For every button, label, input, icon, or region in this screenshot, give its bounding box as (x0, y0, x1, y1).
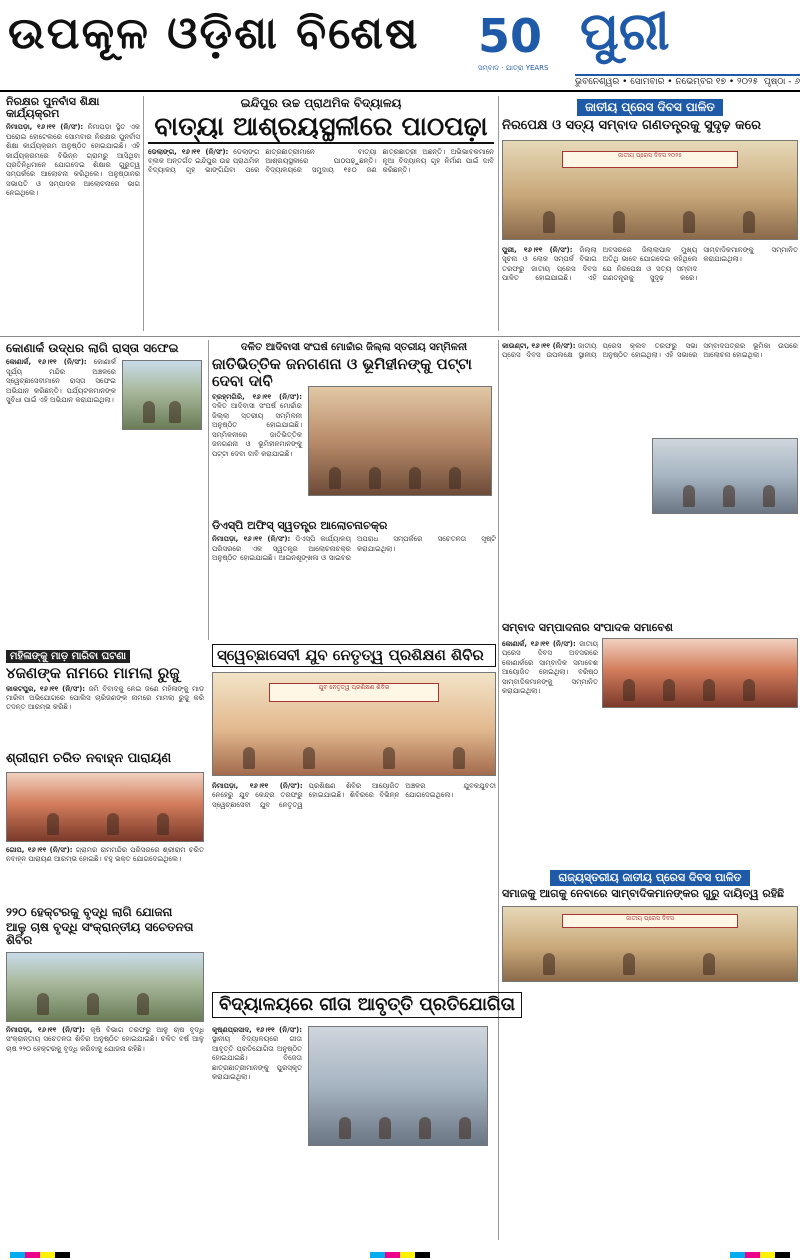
person-figure (663, 679, 675, 701)
edition-city: ପୁରୀ (580, 2, 670, 62)
person-figure (459, 1117, 471, 1139)
story-subhead: ଆଳୁ ଚାଷ ବୃଦ୍ଧି ସଂକ୍ରାନ୍ତୀୟ ସଚେତନତା ଶିବିର (6, 920, 194, 948)
story-body (502, 246, 798, 284)
story-dateline: ନିମାପଡ଼ା, ୧୬।୧୧ (ନି/ସଂ): (212, 535, 291, 544)
story-body (502, 640, 598, 697)
students-photo (308, 1026, 488, 1146)
story-potato-farming (6, 906, 204, 1056)
person-figure (107, 813, 119, 835)
story-ram-charit (6, 752, 204, 902)
person-figure (37, 993, 49, 1015)
person-figure (683, 211, 695, 233)
person-figure (623, 679, 635, 701)
registration-marks (730, 1252, 790, 1258)
story-text: ଜମି ବିବାଦକୁ ନେଇ ଜଣେ ମହିଳାଙ୍କୁ ମାଡ଼ ମାରିବା ଅଭିଯୋଗରେ ପୋଲିସ ଚାରିଜଣଙ୍କ ନାମରେ ମାମଲା ରୁଜୁ କରି ତଦନ୍ତ ଆରମ୍ଭ କରିଛି। (6, 684, 204, 712)
story-text: ଡେଲାଙ୍ଗ ବ୍ଲକ ଅନ୍ତର୍ଗତ ଇନ୍ଦିପୁର ଉଚ୍ଚ ପ୍ରାଥମିକ ବିଦ୍ୟାଳୟ ଗୃହ ଭାଙ୍ଗିଯିବା ପରେ ଛାତ୍ରଛାତ୍ରୀମାନେ ବାତ୍ୟା ଆଶ୍ରୟସ୍ଥଳୀରେ ପାଠପଢ଼ୁଛନ୍ତି। ବିଦ୍ୟାଳୟରେ ସମୁଦାୟ ୧୫୦ ଜଣ ଛାତ୍ରଛାତ୍ରୀ ଅଛନ୍ତି। ଅଭିଭାବକମାନେ ନୂଆ ବିଦ୍ୟାଳୟ ଗୃହ ନିର୍ମାଣ ପାଇଁ ଦାବି କରିଛନ୍ତି। (148, 147, 494, 175)
story-text: କୃଷି ବିଭାଗ ତରଫରୁ ଆଳୁ ଚାଷ ବୃଦ୍ଧି ସଂକ୍ରାନ୍ତୀୟ ସଚେତନତା ଶିବିର ଅନୁଷ୍ଠିତ ହୋଇଯାଇଛି। ଚଳିତ ବର୍ଷ ଆଳୁ ଚାଷ ୨୨୦ ହେକ୍ଟରକୁ ବୃଦ୍ଧି କରିବାକୁ ଯୋଜନା ରହିଛି। (6, 1026, 204, 1053)
person-figure (453, 747, 465, 769)
training-photo (212, 672, 496, 776)
person-figure (383, 747, 395, 769)
person-figure (339, 1117, 351, 1139)
story-headline: ୨୨୦ ହେକ୍ଟରକୁ ବୃଦ୍ଧି ଲାଗି ଯୋଜନା (6, 906, 173, 919)
story-press-day (502, 96, 798, 332)
person-figure (703, 679, 715, 701)
story-headline: ବିଦ୍ୟାଳୟରେ ଗୀତା ଆବୃତ୍ତି ପ୍ରତିଯୋଗିତା (212, 992, 522, 1018)
press-club-photo (652, 438, 798, 514)
story-konark-press (502, 622, 798, 862)
story-text: ଡିଏସ୍ପି କାର୍ଯ୍ୟାଳୟ ପରିସରରେ ଏକ ସ୍ୱତନ୍ତ୍ର ଆଲୋଚନାଚକ୍ର ଅନୁଷ୍ଠିତ ହୋଇଯାଇଛି। ଆଇନଶୃଙ୍ଖଳା ଓ ସାଇବର ଅପରାଧ ସମ୍ପର୍କରେ ସଚେତନତା ସୃଷ୍ଟି କରାଯାଇଥିଲା। (212, 535, 496, 562)
story-dateline: ପୁରୀ, ୧୬।୧୧ (ନି/ସଂ): (502, 246, 573, 254)
person-figure (449, 467, 461, 489)
story-headline: ବାତ୍ୟା ଆଶ୍ରୟସ୍ଥଳୀରେ ପାଠପଢ଼ା (148, 113, 494, 144)
person-figure (169, 401, 181, 423)
story-press-club (502, 342, 798, 517)
story-headline: ଜାତୀୟ ପ୍ରେସ ଦିବସ ପାଳିତ (577, 99, 723, 116)
story-cyclone-shelter (148, 96, 494, 332)
person-figure (87, 993, 99, 1015)
masthead (0, 0, 800, 92)
person-figure (543, 211, 555, 233)
story-body (212, 1026, 302, 1083)
page-number: ପୃଷ୍ଠା - ୬ (763, 77, 800, 87)
story-body (6, 1026, 204, 1054)
story-konark-road (6, 342, 204, 508)
story-headline: ଜାତିଭିତ୍ତିକ ଜନଗଣନା ଓ ଭୂମିହୀନଙ୍କୁ ପଟ୍ଟା ଦେବା ଦାବି (212, 355, 472, 390)
person-figure (143, 401, 155, 423)
person-figure (419, 1117, 431, 1139)
story-body (502, 342, 798, 361)
masthead-rule (0, 90, 800, 92)
story-headline: ସ୍ୱେଚ୍ଛାସେବୀ ଯୁବ ନେତୃତ୍ୱ ପ୍ରଶିକ୍ଷଣ ଶିବିର (212, 644, 496, 667)
person-figure (723, 485, 735, 507)
story-youth-camp (212, 644, 496, 874)
story-dateline: କୋଣାର୍କ, ୧୬।୧୧ (ନି/ସଂ): (6, 358, 87, 367)
story-body (212, 393, 302, 459)
story-headline: ମହିଳାଙ୍କୁ ମାଡ଼ ମାରିବା ଘଟଣା (6, 650, 130, 663)
person-figure (623, 953, 635, 975)
photo-banner: ଯୁବ ନେତୃତ୍ୱ ପ୍ରଶିକ୍ଷଣ ଶିବିର (269, 683, 438, 701)
person-figure (47, 813, 59, 835)
story-body (212, 782, 496, 810)
person-figure (613, 211, 625, 233)
person-figure (409, 467, 421, 489)
event-photo (502, 140, 798, 240)
person-figure (543, 953, 555, 975)
story-subhead: ୪ଜଣଙ୍କ ନାମରେ ମାମଲା ରୁଜୁ (6, 664, 180, 682)
story-kicker: ଦଳିତ ଆଦିବାସୀ ସଂଘର୍ଷ ମୋର୍ଚ୍ଚାର ଜିଲ୍ଲା ସ୍ତରୀୟ ସମ୍ମିଳନୀ (240, 342, 468, 353)
section-title: ଉପକୂଳ ଓଡ଼ିଶା ବିଶେଷ (8, 8, 420, 59)
person-figure (743, 211, 755, 233)
person-figure (763, 485, 775, 507)
story-text: ସ୍ଥାନୀୟ ବିଦ୍ୟାଳୟରେ ଗୀତା ଆବୃତ୍ତି ପ୍ରତିଯୋଗିତା ଅନୁଷ୍ଠିତ ହୋଇଯାଇଛି। ବିଜେତା ଛାତ୍ରଛାତ୍ରୀମାନଙ୍କୁ ପୁରସ୍କୃତ କରାଯାଇଥିଲା। (212, 1035, 302, 1082)
person-figure (243, 747, 255, 769)
story-headline: ରାଜ୍ୟସ୍ତରୀୟ ଜାତୀୟ ପ୍ରେସ ଦିବସ ପାଳିତ (550, 870, 749, 886)
story-text: ଜିଲ୍ଲା ସୂଚନା ଓ ଲୋକ ସମ୍ପର୍କ ବିଭାଗ ତରଫରୁ ଜାତୀୟ ପ୍ରେସ ଦିବସ ପାଳିତ ହୋଇଯାଇଛି। ଏହି ଅବସରରେ ଜିଲ୍ଲାପାଳ ମୁଖ୍ୟ ଅତିଥି ଭାବେ ଯୋଗଦେଇ କହିଥିଲେ ଯେ ନିରପେକ୍ଷ ଓ ସତ୍ୟ ସମ୍ବାଦ ଗଣତନ୍ତ୍ରକୁ ସୁଦୃଢ଼ କରେ। ସାମ୍ବାଦିକମାନଙ୍କୁ ସମ୍ମାନିତ କରାଯାଇଥିଲା। (502, 246, 798, 283)
person-figure (329, 467, 341, 489)
story-text: ଦଳିତ ଆଦିବାସୀ ସଂଘର୍ଷ ମୋର୍ଚ୍ଚାର ଜିଲ୍ଲା ସ୍ତରୀୟ ସମ୍ମିଳନୀ ଅନୁଷ୍ଠିତ ହୋଇଯାଇଛି। ସମ୍ମିଳନୀରେ ଜାତିଭିତ୍ତିକ ଜନଗଣନା ଓ ଭୂମିହୀନମାନଙ୍କୁ ପଟ୍ଟା ଦେବା ଦାବି କରାଯାଇଛି। (212, 402, 302, 458)
person-figure (379, 1117, 391, 1139)
story-gita-competition (212, 992, 794, 1242)
story-headline: ଡିଏସ୍ପି ଅଫିସ୍ ସ୍ୱତନ୍ତ୍ର ଆଲୋଚନାଚକ୍ର (212, 520, 388, 532)
story-kicker: ଇନ୍ଦିପୁର ଉଚ୍ଚ ପ୍ରାଥମିକ ବିଦ୍ୟାଳୟ (240, 96, 402, 110)
story-body (212, 535, 496, 563)
ritual-photo (6, 772, 204, 842)
story-text: ଜାତୀୟ ପ୍ରେସ ଦିବସ ଅବସରରେ କୋଣାର୍କରେ ସାମ୍ବାଦିକ ସମାବେଶ ଆୟୋଜିତ ହୋଇଥିଲା। ବରିଷ୍ଠ ସାମ୍ବାଦିକମାନଙ୍କୁ ସମ୍ମାନିତ କରାଯାଇଥିଲା। (502, 640, 598, 696)
photo-banner: ଜାତୀୟ ପ୍ରେସ ଦିବସ ୨୦୨୫ (562, 151, 738, 169)
story-body (6, 358, 116, 405)
story-text: ନେହେରୁ ଯୁବ କେନ୍ଦ୍ର ତରଫରୁ ସ୍ୱେଚ୍ଛାସେବୀ ଯୁବ ନେତୃତ୍ୱ ପ୍ରଶିକ୍ଷଣ ଶିବିର ଆୟୋଜିତ ହୋଇଯାଇଛି। ଶିବିରରେ ବିଭିନ୍ନ ଅଞ୍ଚଳର ଯୁବକଯୁବତୀ ଯୋଗଦେଇଥିଲେ। (212, 782, 496, 809)
story-state-press-day (502, 866, 798, 986)
cleanup-photo (122, 360, 202, 430)
story-headline: ସମ୍ବାଦ ସମ୍ପାଦନାର ସଂପାଦକ ସମାବେଶ (502, 622, 673, 634)
story-dateline: ବ୍ରହ୍ମଗିରି, ୧୬।୧୧ (ନି/ସଂ): (212, 393, 302, 401)
column-rule (208, 340, 209, 640)
story-headline: ଶ୍ରୀରାମ ଚରିତ ନବାହ୍ନ ପାରାୟଣ (6, 752, 172, 766)
logo-sub: ସମ୍ବାଦ · ଯାତ୍ରା YEARS (478, 64, 549, 72)
story-headline: ନିରକ୍ଷର ପୁନର୍ବାସ ଶିକ୍ଷା କାର୍ଯ୍ୟକ୍ରମ (6, 96, 100, 121)
conference-photo (308, 386, 492, 496)
column-rule (143, 96, 144, 331)
story-body (6, 685, 204, 713)
person-figure (157, 813, 169, 835)
story-text: ଜାତୀୟ ପ୍ରେସ ଦିବସ ଉପଲକ୍ଷେ ସ୍ଥାନୀୟ ପ୍ରେସ କ୍ଲବ ତରଫରୁ ସଭା ଅନୁଷ୍ଠିତ ହୋଇଥିଲା। ଏହି ସଭାରେ ସମ୍ବାଦପତ୍ରର ଭୂମିକା ଉପରେ ଆଲୋଚନା ହୋଇଥିଲା। (502, 342, 798, 360)
registration-marks (370, 1252, 430, 1258)
photo-banner: ଜାତୀୟ ପ୍ରେସ ଦିବସ (562, 914, 738, 927)
person-figure (137, 993, 149, 1015)
column-rule (498, 96, 499, 331)
story-dateline: ଗୋପ, ୧୬।୧୧ (ନି/ସଂ): (6, 846, 73, 854)
story-dateline: କୃଷ୍ଣପ୍ରସାଦ, ୧୬।୧୧ (ନି/ସଂ): (212, 1026, 302, 1034)
person-figure (303, 747, 315, 769)
person-figure (683, 485, 695, 507)
state-event-photo (502, 906, 798, 982)
story-dateline: କାକଟପୁର, ୧୬।୧୧ (ନି/ସଂ): (6, 684, 86, 693)
logo-number: 50 (478, 9, 543, 63)
story-dateline: ନିମାପଡ଼ା, ୧୬।୧୧ (ନି/ସଂ): (212, 782, 303, 790)
edition-date: ଭୁବନେଶ୍ୱର • ସୋମବାର • ନଭେମ୍ବର ୧୭ • ୨୦୨୫ (575, 77, 759, 87)
story-assault-case (6, 644, 204, 750)
awareness-camp-photo (6, 952, 204, 1022)
story-subhead: ନିରପେକ୍ଷ ଓ ସତ୍ୟ ସମ୍ବାଦ ଗଣତନ୍ତ୍ରକୁ ସୁଦୃଢ଼ କରେ (502, 118, 761, 134)
story-body (6, 846, 204, 865)
felicitation-photo (602, 638, 798, 708)
story-dateline: ନିମାପଡ଼ା, ୧୬।୧୧ (ନି/ସଂ): (6, 1026, 85, 1034)
story-body (148, 148, 494, 176)
story-dateline: କୋଣାର୍କ, ୧୬।୧୧ (ନି/ସଂ): (502, 640, 576, 648)
story-literacy (6, 96, 140, 332)
story-text: ନିମାପଡ଼ା ସ୍ଥିତ ଏକ ଘରୋଇ ହୋଟେଲରେ ସୋମବାର ନିରକ୍ଷର ପୁନର୍ବାସ ଶିକ୍ଷା କାର୍ଯ୍ୟକ୍ରମ ଅନୁଷ୍ଠିତ ହୋଇଯାଇଛି। ଏହି କାର୍ଯ୍ୟକ୍ରମରେ ବିଭିନ୍ନ ଗ୍ରାମରୁ ଆସିଥିବା ପ୍ରତିନିଧିମାନେ ଯୋଗଦେଇ ଶିକ୍ଷାର ଗୁରୁତ୍ୱ ସମ୍ପର୍କରେ ଆଲୋଚନା କରିଥିଲେ। ଅନୁଷ୍ଠାନର ସଭାପତି ଓ ସମ୍ପାଦକ ଆଲୋଚନାରେ ଭାଗ ନେଇଥିଲେ। (6, 123, 140, 198)
story-dateline: ନିମାପଡ଼ା, ୧୬।୧୧ (ନି/ସଂ): (6, 123, 84, 132)
story-dateline: କାଉଣ୍ଟା, ୧୬।୧୧ (ନି/ସଂ): (502, 342, 576, 350)
person-figure (703, 953, 715, 975)
story-headline: କୋଣାର୍କ ଉଦ୍ଧର ଲାଗି ରାସ୍ତା ସଫେଇ (6, 342, 179, 355)
anniversary-logo (478, 8, 562, 74)
person-figure (369, 467, 381, 489)
story-dateline: ଡେଲାଙ୍ଗ, ୧୬।୧୧ (ନି/ସଂ): (148, 147, 229, 156)
story-text: କୋଣାର୍କ ସୂର୍ଯ୍ୟ ମନ୍ଦିର ଅଞ୍ଚଳରେ ସ୍ୱେଚ୍ଛାସେବୀମାନେ ରାସ୍ତା ସଫେଇ ଅଭିଯାନ କରିଛନ୍ତି। ପର୍ଯ୍ୟଟକମାନଙ୍କ ସୁବିଧା ପାଇଁ ଏହି ଅଭିଯାନ କରାଯାଇଥିଲା। (6, 358, 116, 404)
story-subhead: ସମାଜକୁ ଆଗକୁ ନେବାରେ ସାମ୍ବାଦିକମାନଙ୍କର ଗୁରୁ ଦାୟିତ୍ୱ ରହିଛି (502, 887, 785, 901)
story-text: ଗ୍ରାମର ରାମମନ୍ଦିର ପରିସରରେ ଶ୍ରୀରାମ ଚରିତ ନବାହ୍ନ ପାରାୟଣ ଆରମ୍ଭ ହୋଇଛି। ବହୁ ଭକ୍ତ ଯୋଗଦେଇଥିଲେ। (6, 846, 204, 864)
story-body (6, 123, 140, 199)
registration-marks (10, 1252, 70, 1258)
date-bar (575, 74, 800, 88)
row-rule (0, 336, 800, 337)
story-dsp-seminar (212, 520, 496, 636)
person-figure (743, 679, 755, 701)
